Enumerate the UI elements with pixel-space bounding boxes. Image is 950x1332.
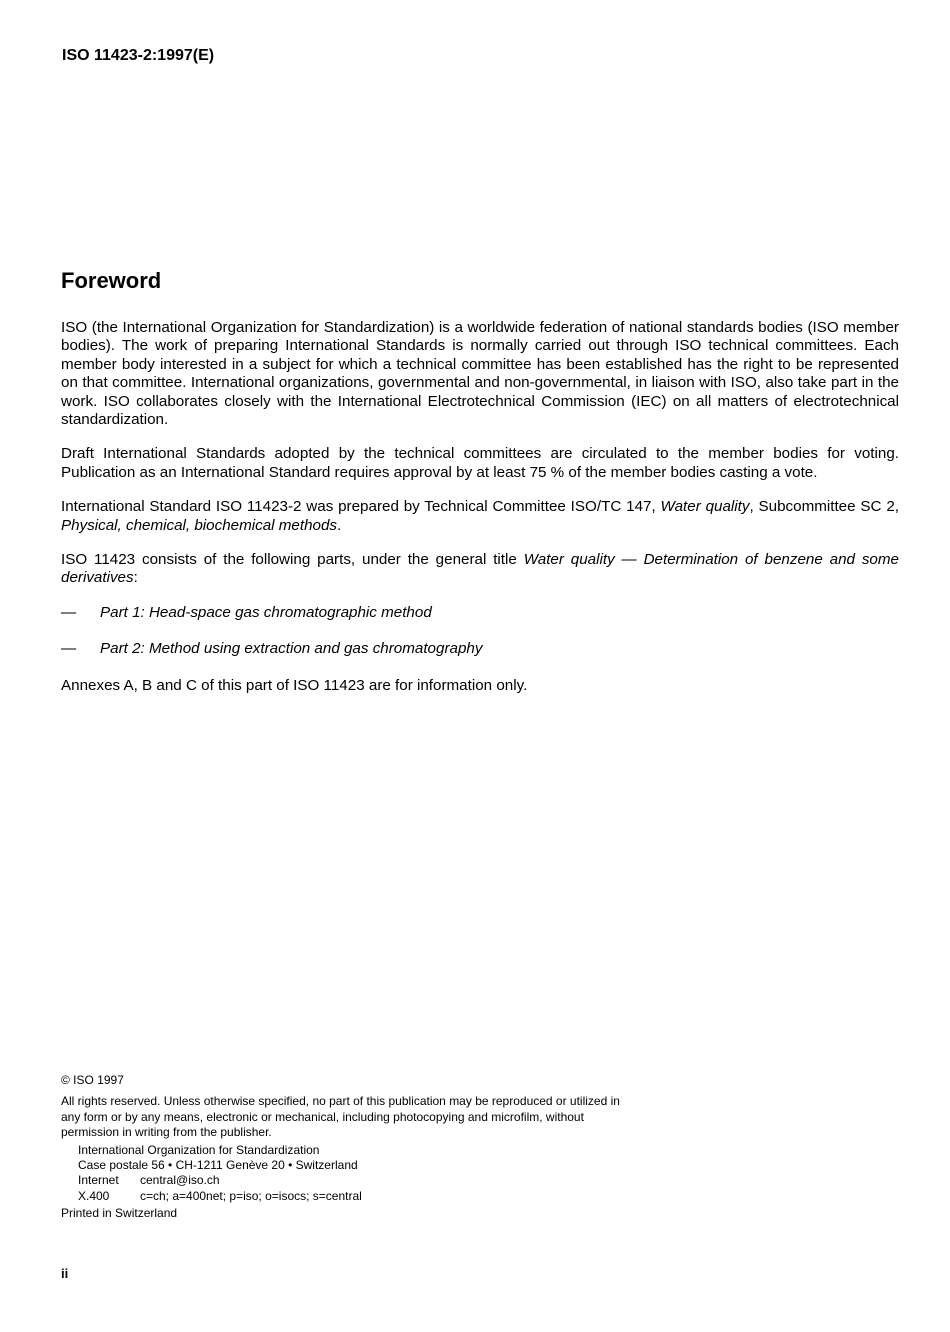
internet-label: Internet bbox=[78, 1173, 119, 1188]
rights-statement: All rights reserved. Unless otherwise specified, no part of this publication may be reproduced or utilized in any form or by any means, electronic or mechanical, including photocopying and microfilm, without permission in writing from the publisher. bbox=[61, 1094, 620, 1140]
x400-row bbox=[78, 1189, 621, 1204]
x400-label: X.400 bbox=[78, 1188, 110, 1203]
italic-run: Water quality bbox=[660, 498, 750, 516]
text-run: . bbox=[337, 516, 342, 534]
dash-marker: — bbox=[61, 640, 77, 658]
page-number: ii bbox=[61, 1266, 69, 1281]
copyright-notice: © ISO 1997 bbox=[61, 1073, 124, 1087]
organization-name: International Organization for Standardization bbox=[78, 1142, 320, 1157]
text-run: , Subcommittee SC 2, bbox=[749, 498, 899, 516]
list-item-part-1 bbox=[61, 604, 899, 622]
internet-address: central@iso.ch bbox=[140, 1173, 220, 1188]
part-title: Part 1: Head-space gas chromatographic method bbox=[100, 603, 432, 621]
paragraph-parts-intro bbox=[61, 551, 899, 588]
x400-address: c=ch; a=400net; p=iso; o=isocs; s=central bbox=[140, 1188, 362, 1203]
publisher-address bbox=[61, 1143, 621, 1205]
internet-row bbox=[78, 1173, 621, 1188]
text-run: ISO 11423 consists of the following parts, under the general title bbox=[61, 551, 524, 569]
text-run: : bbox=[133, 569, 138, 587]
foreword-body bbox=[61, 319, 899, 711]
dash-marker: — bbox=[61, 603, 77, 621]
text-run: International Standard ISO 11423-2 was prepared by Technical Committee ISO/TC 147, bbox=[61, 498, 661, 516]
paragraph-annexes: Annexes A, B and C of this part of ISO 11423 are for information only. bbox=[61, 676, 528, 694]
page-title: Foreword bbox=[61, 268, 162, 293]
italic-run: Water quality — Determination of benzene and some derivatives bbox=[61, 551, 899, 587]
list-item-part-2 bbox=[61, 640, 899, 658]
copyright-footer bbox=[61, 1073, 621, 1222]
document-code: ISO 11423-2:1997(E) bbox=[62, 47, 215, 64]
paragraph-draft-standards: Draft International Standards adopted by the technical committees are circulated to the member bodies for voting. Publication as an International Standard requires approval by at least 75 % of the member bodies casting a vote. bbox=[61, 445, 899, 481]
printed-in: Printed in Switzerland bbox=[61, 1206, 178, 1221]
italic-run: Physical, chemical, biochemical methods bbox=[61, 516, 338, 534]
paragraph-iso-federation: ISO (the International Organization for Standardization) is a worldwide federation of national standards bodies (ISO member bodies). The work of preparing International Standards is normally carried out through ISO technical committees. Each member body interested in a subject for which a technical committee has been established has the right to be represented on that committee. International organizations, governmental and non-governmental, in liaison with ISO, also take part in the work. ISO collaborates closely with the International Electrotechnical Commission (IEC) on all matters of electrotechnical standardization. bbox=[61, 319, 899, 429]
postal-address: Case postale 56 • CH-1211 Genève 20 • Switzerland bbox=[78, 1158, 358, 1173]
part-title: Part 2: Method using extraction and gas chromatography bbox=[100, 640, 483, 658]
paragraph-prepared-by bbox=[61, 498, 899, 535]
